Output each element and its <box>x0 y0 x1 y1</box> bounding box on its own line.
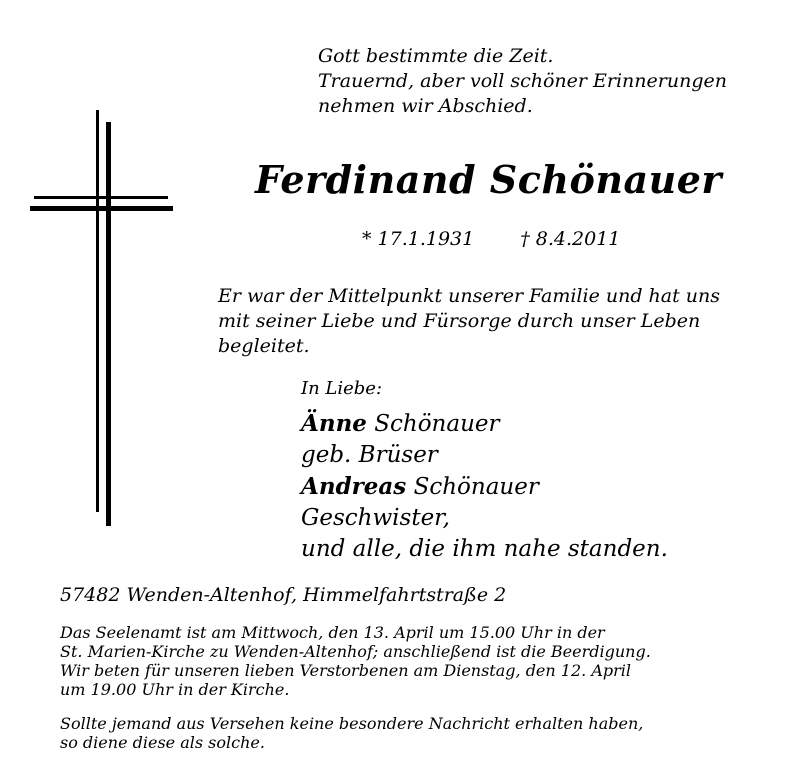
service-line: Das Seelenamt ist am Mittwoch, den 13. April um 15.00 Uhr in der <box>60 623 605 642</box>
cross-vertical-thick <box>106 122 111 526</box>
service-line: Wir beten für unseren lieben Verstorbenen am Dienstag, den 12. April <box>60 661 631 680</box>
cross-horizontal-thin <box>34 196 168 199</box>
intro-line: Trauernd, aber voll schöner Erinnerungen <box>318 70 727 92</box>
tribute-line: begleitet. <box>218 335 310 357</box>
deceased-name: Ferdinand Schönauer <box>255 157 722 202</box>
tribute-text <box>218 284 720 359</box>
cross-horizontal-thick <box>30 206 173 211</box>
birth-date: * 17.1.1931 <box>362 228 475 250</box>
address: 57482 Wenden-Altenhof, Himmelfahrtstraße 2 <box>60 584 507 606</box>
tribute-line: Er war der Mittelpunkt unserer Familie und hat uns <box>218 285 720 307</box>
mourner-first-name: Andreas <box>301 473 407 500</box>
notice-line: Sollte jemand aus Versehen keine besondere Nachricht erhalten haben, <box>60 714 644 733</box>
mourner-surname: Schönauer <box>366 411 500 437</box>
notice <box>60 714 643 752</box>
cross-icon <box>30 110 180 530</box>
mourner-entry: Geschwister, <box>301 505 450 531</box>
tribute-line: mit seiner Liebe und Fürsorge durch unser Leben <box>218 310 701 332</box>
mourners-label: In Liebe: <box>301 378 383 399</box>
mourner-surname: Schönauer <box>406 474 539 500</box>
mourner-entry: und alle, die ihm nahe standen. <box>301 536 668 562</box>
intro-line: Gott bestimmte die Zeit. <box>318 45 554 67</box>
service-line: um 19.00 Uhr in der Kirche. <box>60 680 290 699</box>
mourners-list <box>301 408 668 565</box>
mourner-entry <box>301 408 668 440</box>
intro-line: nehmen wir Abschied. <box>318 95 533 117</box>
cross-vertical-thin <box>96 110 99 512</box>
mourner-entry <box>301 471 668 503</box>
intro-verse <box>318 44 727 119</box>
mourner-entry: geb. Brüser <box>301 442 438 468</box>
notice-line: so diene diese als solche. <box>60 733 265 752</box>
death-date: † 8.4.2011 <box>520 228 621 250</box>
service-info <box>60 623 651 699</box>
life-dates <box>362 228 620 250</box>
service-line: St. Marien-Kirche zu Wenden-Altenhof; anschließend ist die Beerdigung. <box>60 642 651 661</box>
mourner-first-name: Änne <box>301 410 367 437</box>
